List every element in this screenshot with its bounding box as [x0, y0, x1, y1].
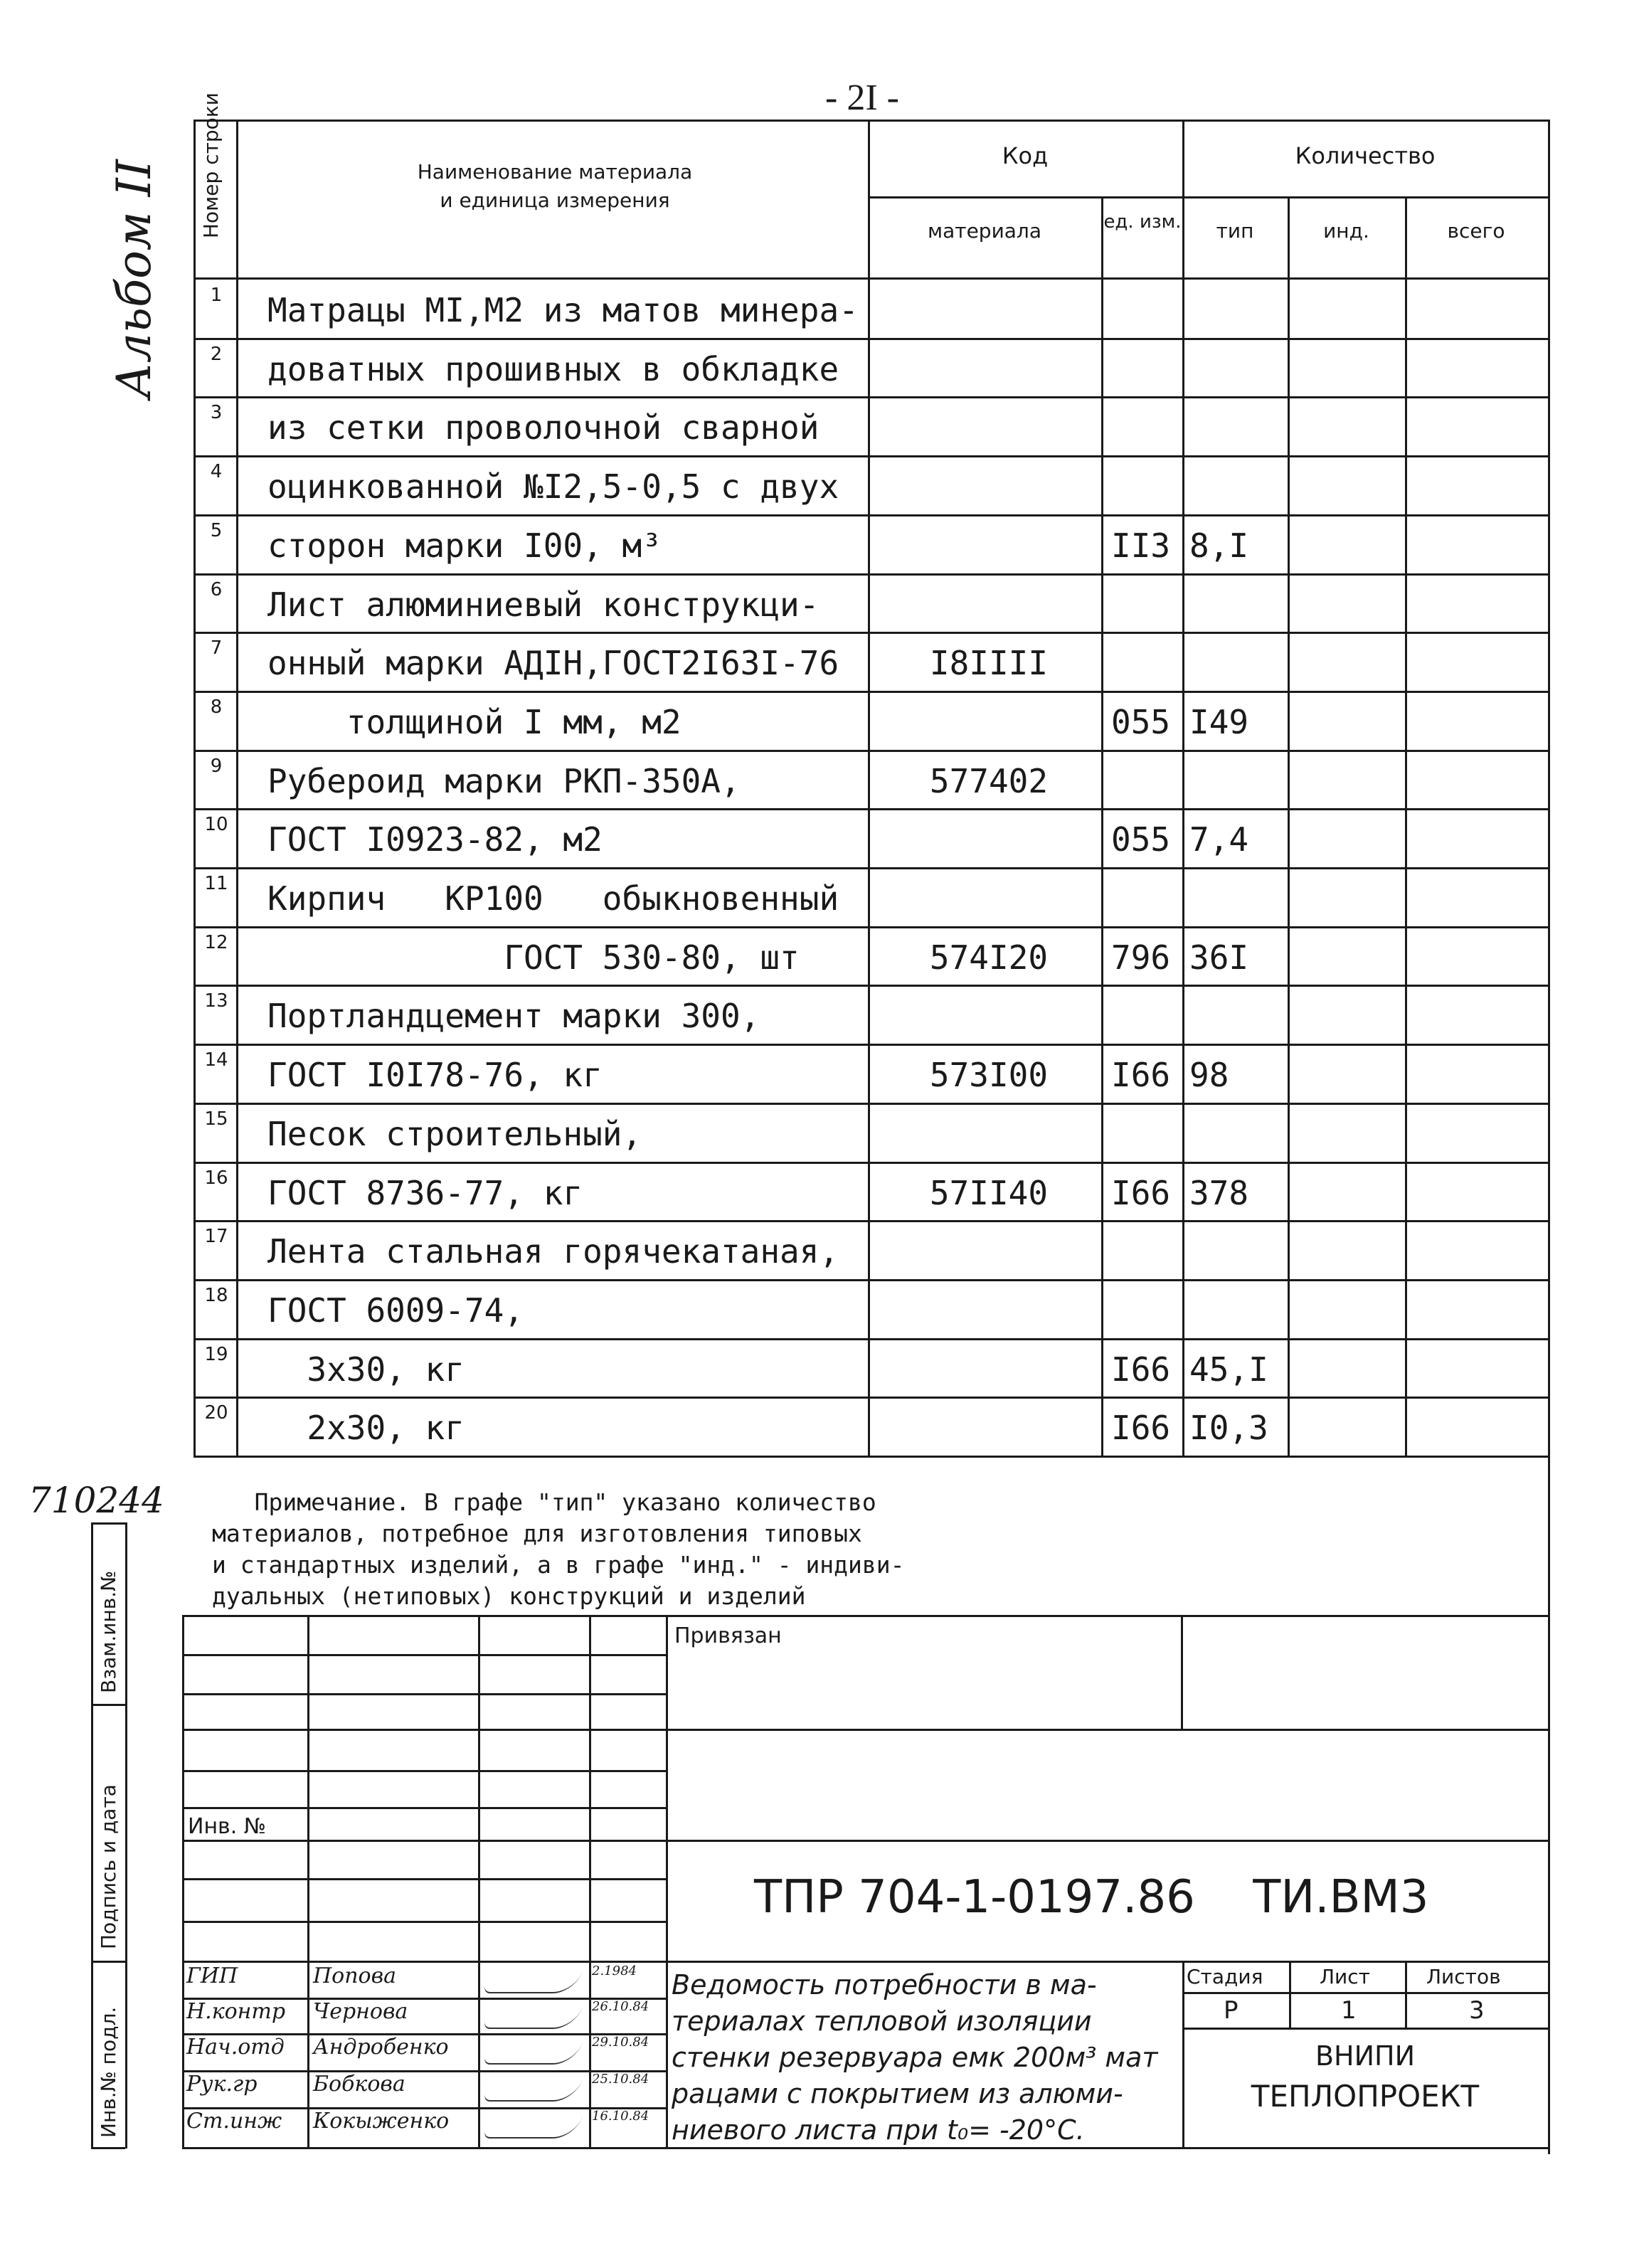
row-number: 13 — [204, 990, 228, 1012]
material-code: 577402 — [929, 762, 1049, 800]
unit-code: 055 — [1111, 703, 1171, 741]
header-material-code: материала — [927, 219, 1041, 243]
signature-scribble — [482, 2116, 583, 2139]
row-number: 7 — [210, 637, 223, 659]
material-name: 3х30, кг — [267, 1350, 465, 1389]
unit-code: I66 — [1111, 1409, 1171, 1447]
material-name: толщиной I мм, м2 — [267, 703, 681, 741]
signer-date: 16.10.84 — [592, 2109, 649, 2124]
row-number: 3 — [210, 402, 223, 423]
material-name: ГОСТ 6009-74, — [267, 1291, 524, 1330]
row-number: 6 — [210, 579, 223, 600]
typ-quantity: 8,I — [1189, 526, 1249, 565]
row-number: 17 — [204, 1226, 228, 1247]
signer-role: Нач.отд — [186, 2035, 285, 2060]
note-line: дуальных (нетиповых) конструкций и изделий — [212, 1582, 806, 1610]
unit-code: I66 — [1111, 1350, 1171, 1389]
row-number: 11 — [204, 873, 228, 894]
signature-scribble — [482, 2079, 583, 2102]
material-name: 2х30, кг — [267, 1409, 465, 1447]
material-name: ГОСТ 8736-77, кг — [267, 1174, 583, 1212]
signature-scribble — [482, 2006, 583, 2029]
header-typ: тип — [1216, 219, 1254, 243]
material-name: Портландцемент марки 300, — [267, 997, 760, 1035]
header-unit: ед. изм. — [1103, 211, 1182, 233]
material-code: 57II40 — [929, 1174, 1049, 1212]
row-number: 20 — [204, 1402, 228, 1424]
material-name: онный марки АДIН,ГОСТ2I63I-76 — [267, 644, 839, 682]
material-code: 574I20 — [929, 938, 1049, 977]
sheets-value: 3 — [1469, 1996, 1485, 2025]
signer-role: Рук.гр — [186, 2072, 258, 2097]
signer-name: Чернова — [313, 1999, 408, 2024]
material-name: доватных прошивных в обкладке — [267, 350, 839, 388]
material-code: I8IIII — [929, 644, 1049, 682]
title-line: териалах тепловой изоляции — [672, 2005, 1092, 2037]
row-number: 19 — [204, 1344, 228, 1365]
row-number: 16 — [204, 1167, 228, 1189]
stage-label: Стадия — [1187, 1965, 1263, 1988]
header-row-number: Номер строки — [199, 92, 223, 238]
note-line: Примечание. В графе "тип" указано количество — [212, 1488, 876, 1516]
signer-role: Н.контр — [186, 1999, 286, 2024]
material-name: Песок строительный, — [267, 1115, 642, 1153]
header-quantity: Количество — [1295, 142, 1436, 169]
material-name: Кирпич КР100 обыкновенный — [267, 879, 839, 918]
side-label-signature-date: Подпись и дата — [97, 1784, 120, 1949]
material-name: Лента стальная горячекатаная, — [267, 1232, 839, 1271]
document-number: 710244 — [28, 1480, 164, 1521]
typ-quantity: 45,I — [1189, 1350, 1268, 1389]
side-label-inv-podl: Инв.№ подл. — [97, 2006, 120, 2138]
row-number: 2 — [210, 344, 223, 365]
sheets-label: Листов — [1426, 1965, 1501, 1988]
row-number: 15 — [204, 1108, 228, 1130]
row-number: 18 — [204, 1285, 228, 1306]
signer-name: Бобкова — [313, 2072, 405, 2097]
header-material-name: Наименование материала и единица измерения — [417, 160, 693, 212]
typ-quantity: 98 — [1189, 1056, 1229, 1094]
material-name: Рубероид марки РКП-350А, — [267, 762, 741, 800]
signer-date: 29.10.84 — [592, 2035, 649, 2050]
typ-quantity: 36I — [1189, 938, 1249, 977]
typ-quantity: I49 — [1189, 703, 1249, 741]
signer-name: Кокыженко — [313, 2109, 450, 2134]
row-number: 4 — [210, 461, 223, 482]
signer-role: Ст.инж — [186, 2109, 282, 2134]
title-line: ниевого листа при t₀= -20°С. — [672, 2114, 1085, 2146]
note-line: и стандартных изделий, а в графе "инд." - индиви- — [212, 1551, 905, 1579]
row-number: 8 — [210, 696, 223, 718]
unit-code: I66 — [1111, 1056, 1171, 1094]
side-label-replace-inv: Взам.инв.№ — [97, 1570, 120, 1693]
typ-quantity: 378 — [1189, 1174, 1249, 1212]
signer-date: 25.10.84 — [592, 2072, 649, 2087]
signer-name: Андробенко — [313, 2035, 449, 2060]
page-number: - 2I - — [825, 78, 899, 118]
material-name: Лист алюминиевый конструкци- — [267, 585, 820, 624]
sheet-label: Лист — [1320, 1965, 1370, 1988]
unit-code: I66 — [1111, 1174, 1171, 1212]
row-number: 9 — [210, 756, 223, 777]
row-number: 1 — [210, 285, 223, 306]
row-number: 14 — [204, 1049, 228, 1071]
title-line: стенки резервуара емк 200м³ мат — [672, 2042, 1158, 2073]
typ-quantity: I0,3 — [1189, 1409, 1268, 1447]
material-name: оцинкованной №I2,5-0,5 с двух — [267, 467, 839, 506]
material-name: ГОСТ 530-80, шт — [267, 938, 800, 977]
header-total: всего — [1447, 219, 1505, 243]
album-label: Альбом II — [107, 159, 161, 398]
privyazan-label: Привязан — [674, 1623, 782, 1648]
unit-code: II3 — [1111, 526, 1171, 565]
stage-value: Р — [1224, 1996, 1238, 2025]
typ-quantity: 7,4 — [1189, 820, 1249, 859]
signature-scribble — [482, 2042, 583, 2065]
signer-date: 2.1984 — [592, 1964, 637, 1978]
signer-name: Попова — [313, 1964, 396, 1988]
signer-date: 26.10.84 — [592, 1999, 649, 2014]
material-name: ГОСТ I0923-82, м2 — [267, 820, 603, 859]
note-line: материалов, потребное для изготовления типовых — [212, 1520, 862, 1547]
material-name: сторон марки I00, м³ — [267, 526, 662, 565]
organization-name: ВНИПИ — [1315, 2040, 1416, 2072]
material-name: ГОСТ I0I78-76, кг — [267, 1056, 603, 1094]
title-line: Ведомость потребности в ма- — [672, 1969, 1097, 2001]
document-designation: ТПР 704-1-0197.86 ТИ.ВМ3 — [754, 1871, 1429, 1924]
header-ind: инд. — [1323, 219, 1369, 243]
unit-code: 055 — [1111, 820, 1171, 859]
signer-role: ГИП — [186, 1964, 238, 1988]
material-name: Матрацы МI,М2 из матов минера- — [267, 291, 859, 329]
title-line: рацами с покрытием из алюми- — [672, 2078, 1123, 2109]
organization-subname: ТЕПЛОПРОЕКТ — [1251, 2079, 1480, 2114]
row-number: 10 — [204, 814, 228, 835]
material-name: из сетки проволочной сварной — [267, 408, 820, 447]
unit-code: 796 — [1111, 938, 1171, 977]
document-title — [672, 1967, 1158, 2148]
note — [212, 1487, 1564, 1612]
inventory-label: Инв. № — [188, 1814, 267, 1839]
row-number: 5 — [210, 520, 223, 541]
signature-scribble — [482, 1971, 583, 1993]
header-code: Код — [1002, 142, 1049, 169]
row-number: 12 — [204, 932, 228, 953]
sheet-value: 1 — [1341, 1996, 1357, 2025]
material-code: 573I00 — [929, 1056, 1049, 1094]
